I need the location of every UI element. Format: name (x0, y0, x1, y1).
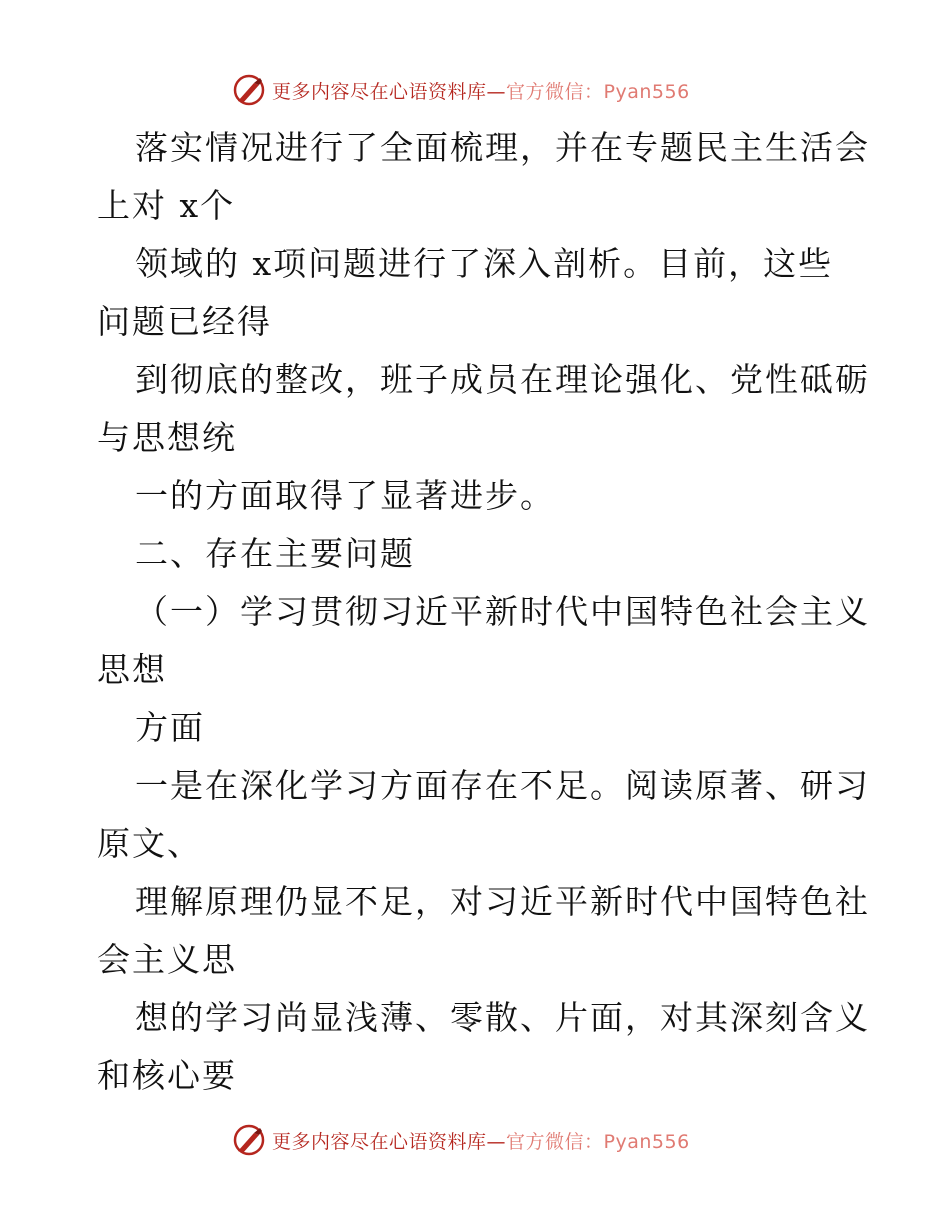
text-line: 思想 (97, 650, 167, 689)
text-line: 上对 x个 (97, 186, 236, 225)
text-line: 想的学习尚显浅薄、零散、片面，对其深刻含义 (135, 998, 870, 1037)
pen-logo-icon (232, 73, 266, 107)
footer-banner (232, 1120, 690, 1160)
text-line: 领域的 x项问题进行了深入剖析。目前，这些 (135, 244, 834, 283)
pen-logo-icon (232, 1123, 266, 1157)
banner-text (272, 1127, 690, 1154)
subsection-heading: （一）学习贯彻习近平新时代中国特色社会主义 (135, 592, 870, 631)
text-line: 理解原理仍显不足，对习近平新时代中国特色社 (135, 882, 870, 921)
banner-prefix: 更多内容尽在心语资料库— (272, 1130, 507, 1153)
banner-prefix: 更多内容尽在心语资料库— (272, 80, 507, 103)
text-line: 与思想统 (97, 418, 237, 457)
header-banner (232, 70, 690, 110)
banner-wechat: 官方微信：Pyan556 (506, 80, 690, 103)
text-line: 到彻底的整改，班子成员在理论强化、党性砥砺 (135, 360, 870, 399)
banner-wechat: 官方微信：Pyan556 (506, 1130, 690, 1153)
banner-text (272, 77, 690, 104)
text-line: 落实情况进行了全面梳理，并在专题民主生活会 (135, 128, 870, 167)
text-line: 原文、 (97, 824, 202, 863)
text-line: 一的方面取得了显著进步。 (135, 476, 555, 515)
text-line: 和核心要 (97, 1056, 237, 1095)
section-heading: 二、存在主要问题 (135, 534, 415, 573)
text-line: 会主义思 (97, 940, 237, 979)
text-line: 问题已经得 (97, 302, 272, 341)
text-line: 方面 (135, 708, 205, 747)
text-line: 一是在深化学习方面存在不足。阅读原著、研习 (135, 766, 870, 805)
